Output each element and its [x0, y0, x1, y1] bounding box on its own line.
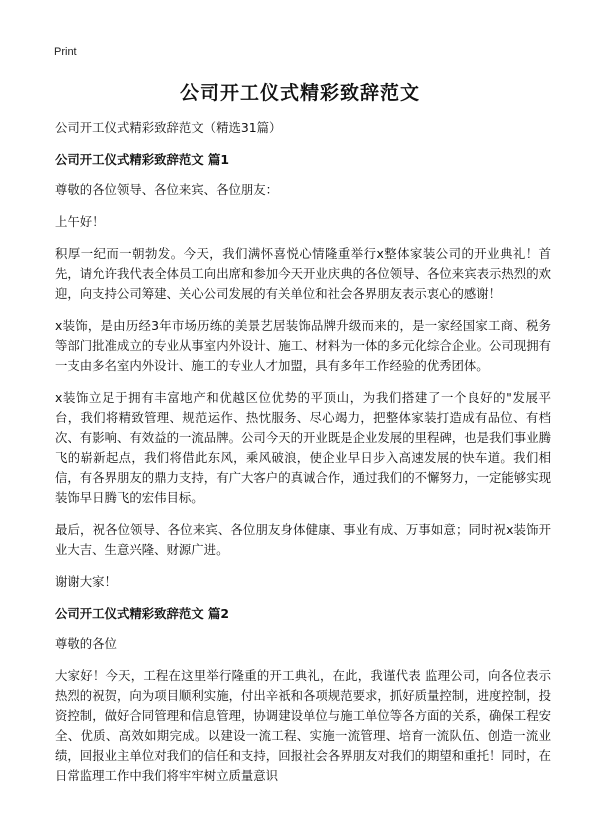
- section-heading-1: 公司开工仪式精彩致辞范文 篇1: [55, 152, 230, 167]
- page-title: 公司开工仪式精彩致辞范文: [179, 82, 420, 104]
- print-label[interactable]: Print: [54, 46, 77, 58]
- body-paragraph-2: x装饰，是由历经3年市场历练的美景艺居装饰品牌升级而来的，是一家经国家工商、税务等部门批准成立的专业从事室内外设计、施工、材料为一体的多元化综合企业。公司现拥有一支由多名室内外设计、施工的专业人才加盟，具有多年工作经验的优秀团体。: [55, 318, 551, 373]
- body-paragraph-1: 积厚一纪而一朝勃发。今天，我们满怀喜悦心情隆重举行x整体家装公司的开业典礼！首先，请允许我代表全体员工向出席和参加今天开业庆典的各位领导、各位来宾表示热烈的欢迎，向支持公司筹建、关心公司发展的有关单位和社会各界朋友表示衷心的感谢！: [55, 246, 551, 301]
- thanks-paragraph: 谢谢大家！: [55, 574, 117, 589]
- body-paragraph-5: 大家好！今天，工程在这里举行隆重的开工典礼，在此，我谨代表 监理公司，向各位表示热烈的祝贺，向为项目顺利实施，付出辛祇和各项规范要求，抓好质量控制，进度控制，投资控制，做好合同管理和信息管理，协调建设单位与施工单位等各方面的关系，确保工程安全、优质、高效如期完成。以建设一流工程、实施一流管理、培育一流队伍、创造一流业绩，回报业主单位对我们的信任和支持，回报社会各界朋友对我们的期望和重托！同时，在日常监理工作中我们将牢牢树立质量意识: [55, 668, 551, 783]
- document-subtitle: 公司开工仪式精彩致辞范文（精选31篇）: [55, 120, 282, 135]
- section-heading-2: 公司开工仪式精彩致辞范文 篇2: [55, 606, 230, 621]
- greeting-paragraph: 尊敬的各位领导、各位来宾、各位朋友：: [55, 182, 279, 197]
- morning-paragraph: 上午好！: [55, 214, 105, 229]
- body-paragraph-3: x装饰立足于拥有丰富地产和优越区位优势的平顶山，为我们搭建了一个良好的"发展平台，我们将精致管理、规范运作、热忱服务、尽心竭力，把整体家装打造成有品位、有档次、有影响、有效益的一流品牌。公司今天的开业既是企业发展的里程碑，也是我们事业腾飞的崭新起点，我们将借此东风，乘风破浪，使企业早日步入高速发展的快车道。我们相信，有各界朋友的鼎力支持，有广大客户的真诚合作，通过我们的不懈努力，一定能够实现装饰早日腾飞的宏伟目标。: [55, 390, 551, 505]
- body-paragraph-4: 最后，祝各位领导、各位来宾、各位朋友身体健康、事业有成、万事如意；同时祝x装饰开业大吉、生意兴隆、财源广进。: [55, 522, 551, 557]
- document-body: [55, 118, 551, 798]
- greeting-paragraph-2: 尊敬的各位: [55, 636, 117, 651]
